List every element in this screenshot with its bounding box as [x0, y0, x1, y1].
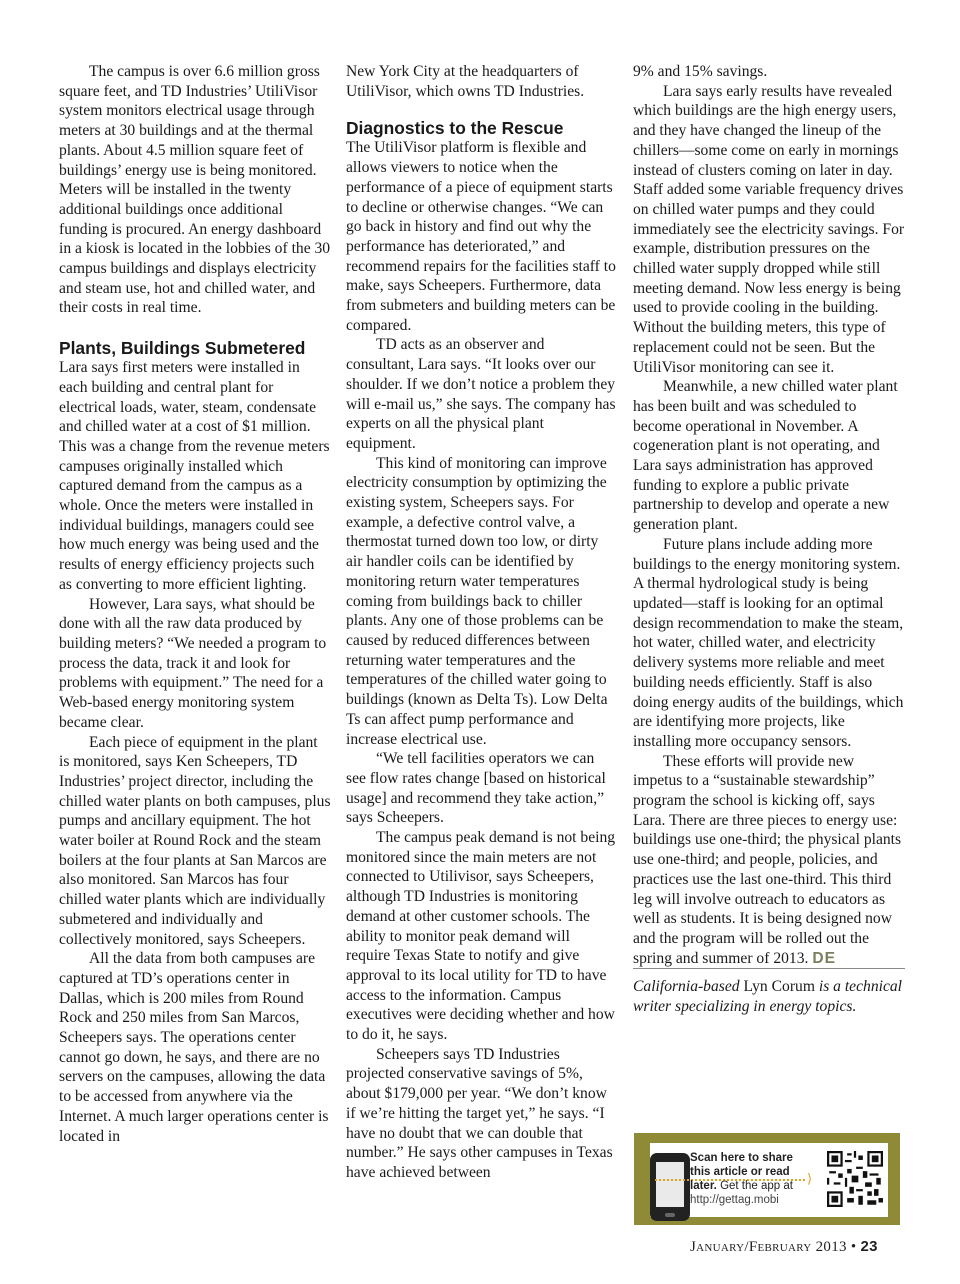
scan-tag-instruction: Get the app at	[720, 1180, 793, 1192]
scan-tag-text	[690, 1151, 815, 1207]
author-bio-post: is a technical writer specializing in energy topics.	[633, 978, 903, 1016]
paragraph: TD acts as an observer and consultant, Lara says. “It looks over our shoulder. If we don’t notice a problem they will e-mail us,” she says. The company has experts on all the physical plant equipment.	[346, 336, 616, 452]
paragraph	[633, 752, 905, 969]
column-1	[59, 62, 331, 1146]
end-mark: DE	[812, 949, 836, 967]
section-heading-diagnostics: Diagnostics to the Rescue	[346, 118, 564, 139]
paragraph: “We tell facilities operators we can see flow rates change [based on historical usage] and recommend they take action,” says Scheepers.	[346, 750, 606, 827]
paragraph: Future plans include adding more buildings to the energy monitoring system. A thermal hydrological study is being updated—staff is looking for an optimal design recommendation to make the steam, hot water, chilled water, and electricity delivery systems more reliable and meet building needs efficiently. Staff is also doing energy audits of the buildings, which are identifying more projects, like installing more occupancy sensors.	[633, 535, 904, 750]
paragraph: However, Lara says, what should be done with all the raw data produced by building meters? “We needed a program to process the data, track it and look for problems with equipment.” The need for a Web-based energy monitoring system became clear.	[59, 595, 327, 731]
scan-tag-box	[634, 1133, 900, 1225]
paragraph: The campus peak demand is not being monitored since the main meters are not connected to Utilivisor, says Scheepers, although TD Industries is monitoring demand at other customer schools. The ability to monitor peak demand will require Texas State to notify and give approval to its local utility for TD to have access to the information. Campus executives were deciding whether and how to do it, he says.	[346, 829, 616, 1044]
paragraph: All the data from both campuses are captured at TD’s operations center in Dallas, which is 200 miles from Round Rock and 250 miles from San Marcos, Scheepers says. The operations center cannot go down, he says, and there are no servers on the campuses, allowing the data to be accessed from anywhere via the Internet. A much larger operations center is located in	[59, 950, 329, 1145]
column-2	[346, 62, 616, 1183]
paragraph-text: These efforts will provide new impetus to a “sustainable stewardship” program the school is kicking off, says Lara. There are three pieces to energy use: buildings use one-third; the physical plants use one-third; and people, policies, and practices use the last one-third. This third leg will involve outreach to educators as well as students. It is being designed now and the program will be rolled out the spring and summer of 2013.	[633, 752, 902, 967]
footer-bullet: •	[850, 1239, 857, 1255]
author-bio	[633, 968, 905, 1016]
paragraph: Meanwhile, a new chilled water plant has been built and was scheduled to become operational in November. A cogeneration plant is not operating, and Lara says administration has approved funding to explore a public private partnership to develop and operate a new generation plant.	[633, 378, 898, 534]
page-number: 23	[860, 1238, 878, 1255]
paragraph: Lara says first meters were installed in each building and central plant for electrical loads, water, steam, condensate and chilled water at a cost of $1 million. This was a change from the revenue meters campuses originally installed which captured demand from the campus as a whole. Once the meters were installed in individual buildings, managers could see how much energy was being used and the results of energy efficiency projects such as converting to more efficient lighting.	[59, 359, 330, 593]
qr-code-icon[interactable]	[827, 1151, 883, 1207]
page-footer	[690, 1238, 878, 1256]
section-heading-plants: Plants, Buildings Submetered	[59, 338, 306, 359]
scan-tag-headline: Scan here to share this article or read later.	[690, 1152, 793, 1192]
paragraph: New York City at the headquarters of UtiliVisor, which owns TD Industries.	[346, 63, 585, 100]
paragraph: 9% and 15% savings.	[633, 63, 768, 80]
paragraph: The UtiliVisor platform is flexible and allows viewers to notice when the performance of a piece of equipment starts to decline or otherwise changes. “We can go back in history and find out why the performance has deteriorated,” and recommend repairs for the facilities staff to make, says Scheepers. Furthermore, data from submeters and building meters can be compared.	[346, 139, 616, 334]
scan-tag-panel	[650, 1143, 888, 1217]
column-3	[633, 62, 905, 1017]
smartphone-icon	[650, 1153, 690, 1221]
paragraph: This kind of monitoring can improve electricity consumption by optimizing the existing system, Scheepers says. For example, a defective control valve, a thermostat turned down too low, or dirty air handler coils can be identified by monitoring return water temperatures coming from buildings back to chiller plants. Any one of those problems can be caused by reduced differences between returning water temperatures and the temperatures of the chilled water going to buildings (known as Delta Ts). Low Delta Ts can affect pump performance and increase electrical use.	[346, 454, 608, 748]
scan-tag-url: http://gettag.mobi	[690, 1194, 779, 1206]
author-name: Lyn Corum	[743, 978, 815, 996]
paragraph: Scheepers says TD Industries projected conservative savings of 5%, about $179,000 per year. “We don’t know if we’re hitting the target yet,” he says. “I have no doubt that we can double that number.” He says other campuses in Texas have achieved between	[346, 1045, 613, 1181]
author-bio-pre: California-based	[633, 978, 740, 996]
paragraph: Lara says early results have revealed which buildings are the high energy users, and they have changed the lineup of the chillers—some come on early in mornings instead of clusters coming on later in day. Staff added some variable frequency drives on chilled water pumps and they could immediately see the electricity savings. For example, distribution pressures on the chilled water supply dropped while still meeting demand. Now less energy is being used to provide cooling in the building. Without the building meters, this type of replacement could not be seen. But the UtiliVisor monitoring can see it.	[633, 82, 905, 376]
arrow-icon: ⟩	[807, 1172, 813, 1187]
issue-date: January/February 2013	[690, 1239, 847, 1255]
paragraph: Each piece of equipment in the plant is monitored, says Ken Scheepers, TD Industries’ project director, including the chilled water plants on both campuses, plus pumps and ancillary equipment. The hot water boiler at Round Rock and the steam boilers at the four plants at San Marcos are also monitored. San Marcos has four chilled water plants which are individually submetered and individually and collectively monitored, says Scheepers.	[59, 733, 331, 948]
paragraph: The campus is over 6.6 million gross square feet, and TD Industries’ UtiliVisor system monitors electrical usage through meters at 30 buildings and at the thermal plants. About 4.5 million square feet of buildings’ energy use is being monitored. Meters will be installed in the twenty additional buildings once additional funding is procured. An energy dashboard in a kiosk is located in the lobbies of the 30 campus buildings and displays electricity and steam use, hot and chilled water, and their costs in real time.	[59, 63, 331, 317]
